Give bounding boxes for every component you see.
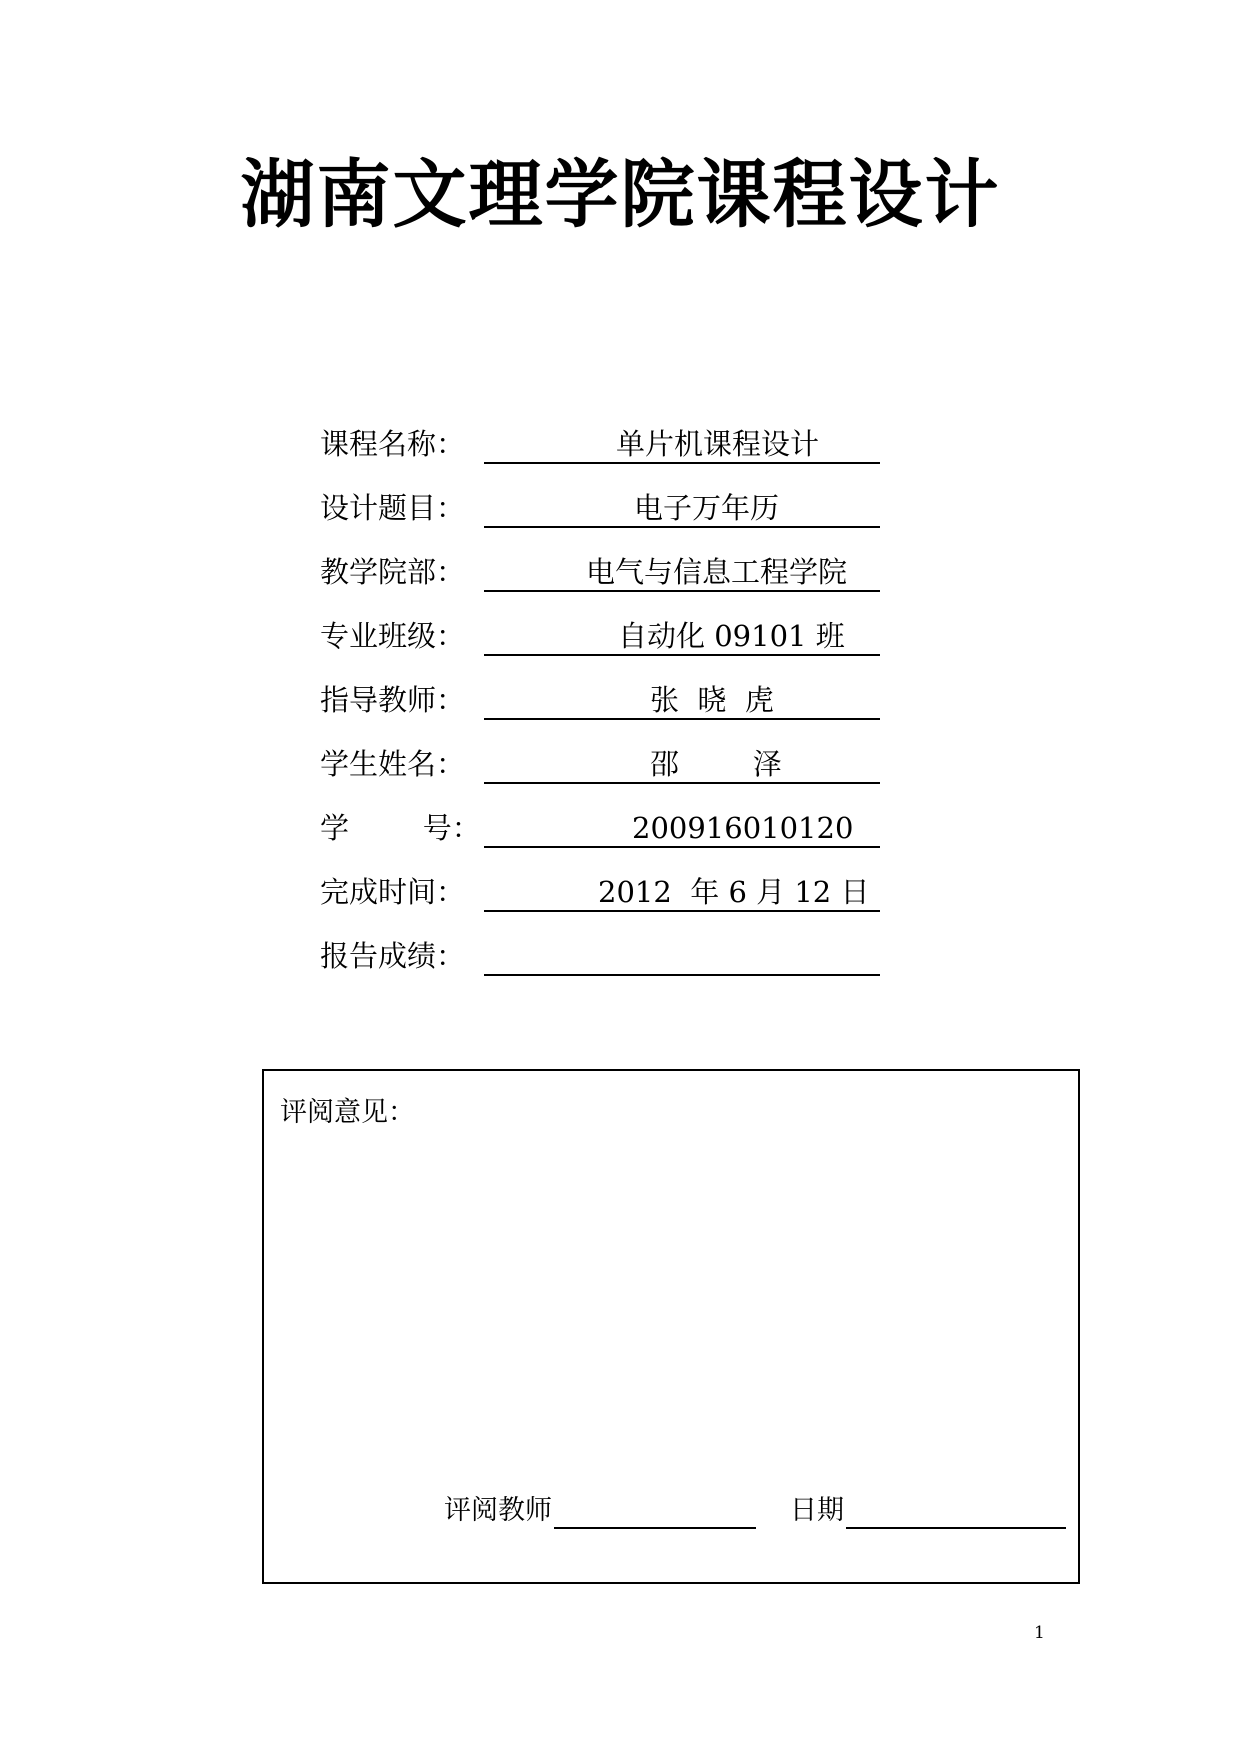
field-value: 邵 泽 bbox=[650, 747, 782, 781]
field-value: 200916010120 bbox=[632, 811, 854, 845]
field-label: 学生姓名： bbox=[320, 747, 466, 781]
field-student-name bbox=[320, 744, 920, 784]
field-course-name bbox=[320, 424, 920, 464]
field-value: 电子万年历 bbox=[634, 491, 780, 525]
document-title: 湖南文理学院课程设计 bbox=[240, 152, 1001, 238]
field-label: 专业班级： bbox=[320, 619, 466, 653]
field-value: 单片机课程设计 bbox=[616, 427, 820, 461]
field-design-topic bbox=[320, 488, 920, 528]
review-comments-label: 评阅意见： bbox=[280, 1097, 415, 1128]
field-student-id bbox=[320, 808, 920, 848]
review-box bbox=[262, 1069, 1080, 1584]
field-label: 学 号： bbox=[320, 811, 481, 845]
field-underline bbox=[484, 936, 880, 976]
field-label: 教学院部： bbox=[320, 555, 466, 589]
field-label: 报告成绩： bbox=[320, 939, 466, 973]
page-number: 1 bbox=[1034, 1623, 1045, 1643]
field-completion-date bbox=[320, 872, 920, 912]
review-date-line bbox=[846, 1527, 1066, 1529]
reviewer-label: 评阅教师 bbox=[444, 1495, 552, 1526]
field-value: 自动化 09101 班 bbox=[618, 619, 845, 653]
field-label: 课程名称： bbox=[320, 427, 466, 461]
field-instructor bbox=[320, 680, 920, 720]
field-class bbox=[320, 616, 920, 656]
field-value: 电气与信息工程学院 bbox=[586, 555, 848, 589]
field-report-grade bbox=[320, 936, 920, 976]
reviewer-signature-line bbox=[554, 1527, 756, 1529]
field-value: 张 晓 虎 bbox=[650, 683, 774, 717]
field-label: 完成时间： bbox=[320, 875, 466, 909]
field-label: 设计题目： bbox=[320, 491, 466, 525]
field-value: 2012 年 6 月 12 日 bbox=[598, 875, 870, 909]
review-date-label: 日期 bbox=[790, 1495, 844, 1526]
field-label: 指导教师： bbox=[320, 683, 466, 717]
field-department bbox=[320, 552, 920, 592]
